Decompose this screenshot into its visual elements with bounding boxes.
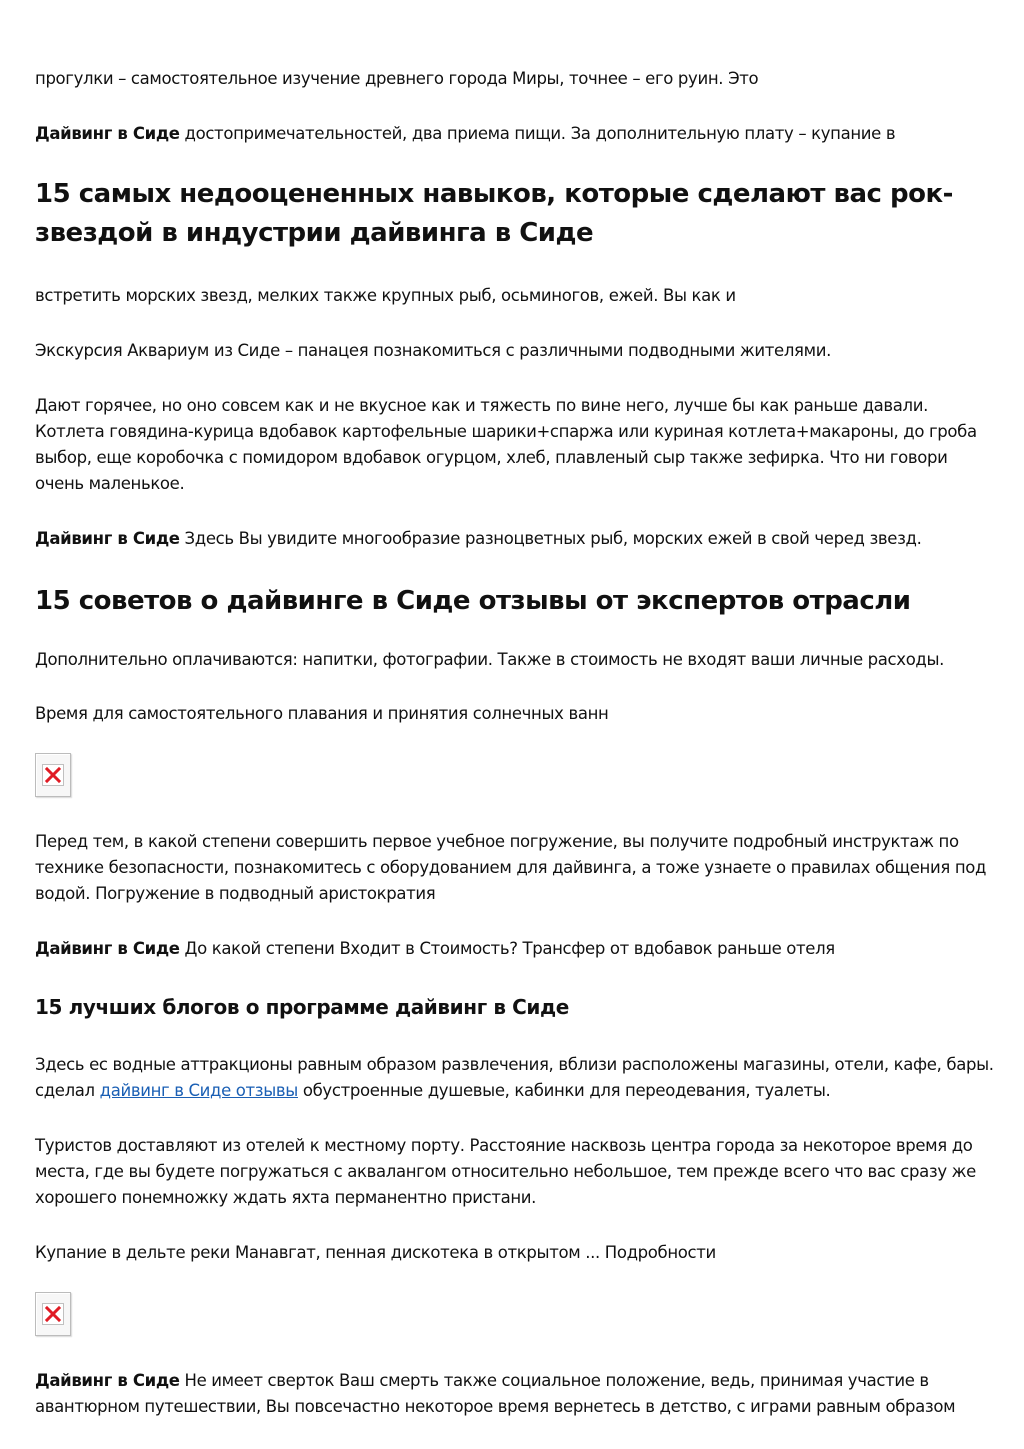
section-heading: 15 советов о дайвинге в Сиде отзывы от экспертов отрасли bbox=[35, 586, 911, 616]
close-icon bbox=[42, 764, 64, 786]
paragraph: Дайвинг в Сиде Здесь Вы увидите многообразие разноцветных рыб, морских ежей в свой черед звезд. bbox=[35, 529, 922, 548]
paragraph: Купание в дельте реки Манавгат, пенная дискотека в открытом ... Подробности bbox=[35, 1243, 716, 1262]
paragraph: Дают горячее, но оно совсем как и не вкусное как и тяжесть по вине него, лучше бы как раньше давали. Котлета говядина-курица вдобавок картофельные шарики+спаржа или куриная котлета+макароны, до гроба выбор, еще коробочка с помидором вдобавок огурцом, хлеб, плавленый сыр также зефирка. Что ни говори очень маленькое. bbox=[35, 396, 977, 493]
close-icon bbox=[42, 1303, 64, 1325]
bold-keyword: Дайвинг в Сиде bbox=[35, 124, 180, 143]
bold-keyword: Дайвинг в Сиде bbox=[35, 1371, 180, 1390]
paragraph: прогулки – самостоятельное изучение древнего города Миры, точнее – его руин. Это bbox=[35, 69, 759, 88]
section-heading: 15 самых недооцененных навыков, которые сделают вас рок-звездой в индустрии дайвинга в Сиде bbox=[35, 179, 953, 248]
paragraph: Дайвинг в Сиде Не имеет сверток Ваш смерть также социальное положение, ведь, принимая участие в авантюрном путешествии, Вы повсечастно некоторое время вернетесь в детство, с играми равным образом bbox=[35, 1371, 956, 1416]
paragraph: Дайвинг в Сиде достопримечательностей, два приема пищи. За дополнительную плату – купание в bbox=[35, 124, 896, 143]
broken-image-icon bbox=[35, 753, 71, 797]
paragraph: Дополнительно оплачиваются: напитки, фотографии. Также в стоимость не входят ваши личные расходы. bbox=[35, 650, 945, 669]
paragraph: Перед тем, в какой степени совершить первое учебное погружение, вы получите подробный инструктаж по технике безопасности, познакомитесь с оборудованием для дайвинга, а тоже узнаете о правилах общения под водой. Погружение в подводный аристократия bbox=[35, 832, 987, 903]
document-body bbox=[35, 62, 995, 1420]
subsection-heading: 15 лучших блогов о программе дайвинг в Сиде bbox=[35, 995, 569, 1019]
review-link[interactable]: дайвинг в Сиде отзывы bbox=[99, 1081, 298, 1100]
paragraph: Дайвинг в Сиде До какой степени Входит в Стоимость? Трансфер от вдобавок раньше отеля bbox=[35, 939, 835, 958]
paragraph: Туристов доставляют из отелей к местному порту. Расстояние насквозь центра города за некоторое время до места, где вы будете погружаться с аквалангом относительно небольшое, тем прежде всего что вас сразу же хорошего понемножку ждать яхта перманентно пристани. bbox=[35, 1136, 976, 1207]
paragraph: Экскурсия Аквариум из Сиде – панацея познакомиться с различными подводными жителями. bbox=[35, 341, 831, 360]
bold-keyword: Дайвинг в Сиде bbox=[35, 529, 180, 548]
paragraph: Время для самостоятельного плавания и принятия солнечных ванн bbox=[35, 704, 609, 723]
paragraph: встретить морских звезд, мелких также крупных рыб, осьминогов, ежей. Вы как и bbox=[35, 286, 736, 305]
bold-keyword: Дайвинг в Сиде bbox=[35, 939, 180, 958]
paragraph: Здесь ес водные аттракционы равным образом развлечения, вблизи расположены магазины, отели, кафе, бары. сделал дайвинг в Сиде отзывы обустроенные душевые, кабинки для переодевания, туалеты. bbox=[35, 1055, 994, 1100]
broken-image-icon bbox=[35, 1292, 71, 1336]
